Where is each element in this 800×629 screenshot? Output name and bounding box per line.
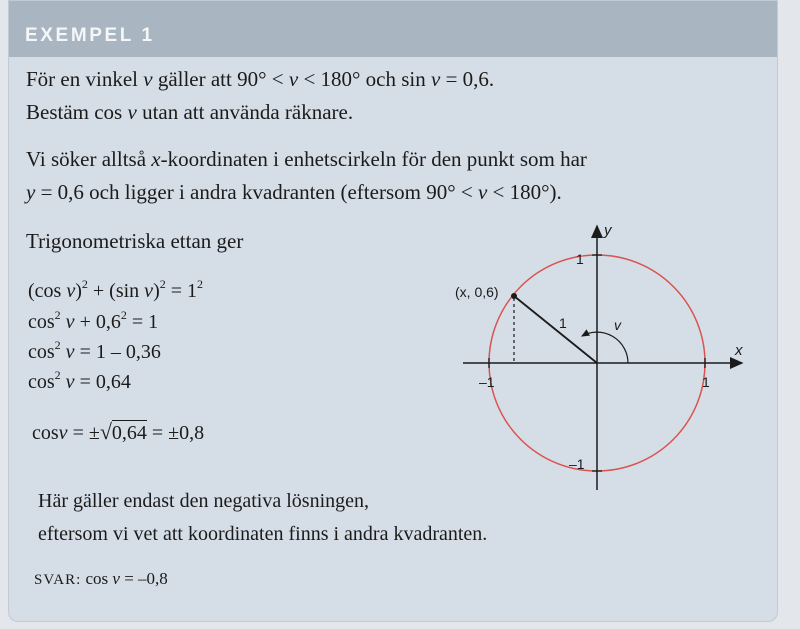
angle-label: v <box>614 317 621 333</box>
example-title: EXEMPEL 1 <box>25 25 155 46</box>
x-axis-label: x <box>735 342 743 359</box>
equation-3: $\cos^2 v = 1 - 0,36$ <box>28 338 161 363</box>
y-axis-label: y <box>604 222 612 239</box>
equation-2: $\cos^2 v + 0,6^2 = 1$ <box>28 308 159 333</box>
trig-heading: Trigonometriska ettan ger <box>26 229 244 253</box>
radius-label: 1 <box>559 315 567 331</box>
equation-1: (cos v)$^2$ + (sin $v)^2 = 1^2$ <box>28 277 204 302</box>
radius-line <box>514 296 597 363</box>
answer-line: SVAR: cos v = –0,8 <box>34 569 168 588</box>
sqrt-sign: √ <box>99 419 112 444</box>
point-marker <box>511 293 517 299</box>
angle-arc <box>582 332 628 363</box>
problem-line-2: Bestäm cos v utan att använda räknare. <box>26 100 354 124</box>
conclusion-line-1: Här gäller endast den negativa lösningen, <box>38 490 369 512</box>
tick-label-neg-x: –1 <box>479 374 495 390</box>
intro-line-2: y = 0,6 och ligger i andra kvadranten (eftersom 90° < v < 180°). <box>26 180 562 204</box>
answer-label: SVAR: <box>34 572 82 588</box>
sqrt-radicand: 0,64 <box>111 422 147 444</box>
point-label: (x, 0,6) <box>455 284 499 300</box>
tick-label-neg-y: –1 <box>569 456 585 472</box>
tick-label-pos-y: 1 <box>576 251 584 267</box>
intro-line-1: Vi söker alltså x-koordinaten i enhetscirkeln för den punkt som har <box>26 147 587 171</box>
tick-label-pos-x: 1 <box>702 374 710 390</box>
equation-4: $\cos^2 v = 0,64$ <box>28 368 131 393</box>
equation-5: cosv = ±√0,64 = ±0,8 <box>32 419 205 444</box>
conclusion-line-2: eftersom vi vet att koordinaten finns i andra kvadranten. <box>38 523 488 545</box>
problem-line-1: För en vinkel v gäller att 90° < v < 180° och sin v = 0,6. <box>26 67 495 91</box>
